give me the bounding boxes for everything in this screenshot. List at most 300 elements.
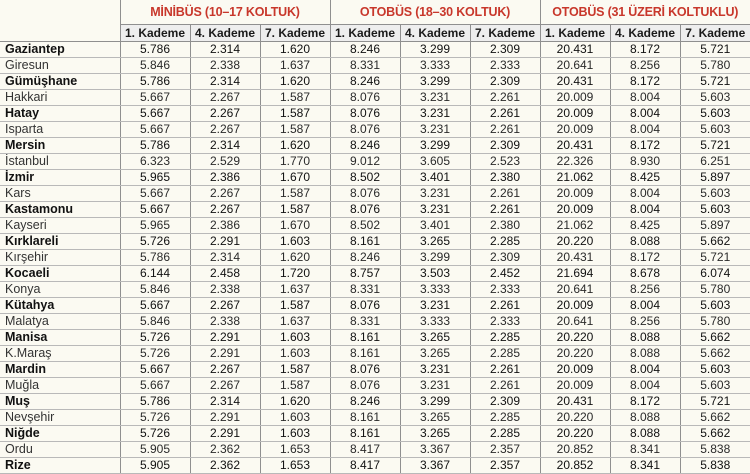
price-cell: 1.670 [260,218,330,234]
price-cell: 5.662 [680,330,750,346]
price-cell: 8.172 [610,42,680,58]
price-cell: 5.667 [120,378,190,394]
city-name: Mardin [0,362,120,378]
price-cell: 20.220 [540,330,610,346]
price-cell: 8.246 [330,74,400,90]
price-cell: 8.256 [610,282,680,298]
table-row [0,266,750,282]
table-row [0,298,750,314]
price-cell: 5.846 [120,282,190,298]
price-cell: 1.620 [260,74,330,90]
price-cell: 5.603 [680,122,750,138]
price-cell: 2.309 [470,42,540,58]
price-cell: 20.009 [540,186,610,202]
price-cell: 3.367 [400,458,470,474]
price-cell: 1.653 [260,442,330,458]
price-cell: 8.088 [610,234,680,250]
price-cell: 5.667 [120,298,190,314]
city-column-header [0,0,120,25]
price-cell: 20.431 [540,394,610,410]
price-cell: 5.726 [120,330,190,346]
price-cell: 20.220 [540,410,610,426]
price-cell: 20.431 [540,250,610,266]
price-cell: 3.231 [400,362,470,378]
price-cell: 8.088 [610,330,680,346]
price-cell: 1.603 [260,234,330,250]
price-cell: 8.331 [330,314,400,330]
price-cell: 5.780 [680,282,750,298]
city-name: Gümüşhane [0,74,120,90]
price-cell: 2.529 [190,154,260,170]
price-cell: 1.603 [260,410,330,426]
price-cell: 2.380 [470,170,540,186]
price-cell: 5.846 [120,314,190,330]
price-cell: 2.386 [190,170,260,186]
price-cell: 2.285 [470,426,540,442]
price-cell: 3.231 [400,202,470,218]
price-cell: 2.291 [190,426,260,442]
price-cell: 5.603 [680,90,750,106]
price-cell: 5.603 [680,106,750,122]
price-cell: 3.367 [400,442,470,458]
sub-header: 1. Kademe [540,25,610,42]
price-cell: 2.458 [190,266,260,282]
city-name: Mersin [0,138,120,154]
price-cell: 3.231 [400,298,470,314]
price-cell: 1.587 [260,186,330,202]
price-cell: 8.331 [330,58,400,74]
price-cell: 20.641 [540,282,610,298]
price-cell: 2.314 [190,42,260,58]
price-cell: 2.380 [470,218,540,234]
price-cell: 5.667 [120,362,190,378]
table-row [0,426,750,442]
table-row [0,410,750,426]
price-cell: 8.076 [330,90,400,106]
price-cell: 8.161 [330,234,400,250]
price-cell: 2.267 [190,202,260,218]
price-cell: 2.314 [190,394,260,410]
price-cell: 8.161 [330,410,400,426]
price-cell: 8.088 [610,346,680,362]
table-row [0,58,750,74]
sub-header: 4. Kademe [190,25,260,42]
price-cell: 2.261 [470,106,540,122]
price-cell: 8.004 [610,90,680,106]
price-cell: 5.897 [680,218,750,234]
price-cell: 5.846 [120,58,190,74]
price-cell: 5.838 [680,442,750,458]
city-name: Hakkari [0,90,120,106]
price-cell: 8.076 [330,122,400,138]
price-cell: 8.076 [330,362,400,378]
price-cell: 3.265 [400,410,470,426]
price-cell: 3.231 [400,106,470,122]
sub-header: 4. Kademe [400,25,470,42]
city-name: Malatya [0,314,120,330]
price-cell: 2.267 [190,106,260,122]
price-cell: 8.004 [610,122,680,138]
price-cell: 5.726 [120,426,190,442]
price-cell: 8.331 [330,282,400,298]
price-cell: 5.897 [680,170,750,186]
price-cell: 3.605 [400,154,470,170]
price-cell: 2.291 [190,330,260,346]
city-name: İzmir [0,170,120,186]
price-cell: 2.357 [470,458,540,474]
table-row [0,90,750,106]
sub-header: 4. Kademe [610,25,680,42]
price-cell: 5.603 [680,362,750,378]
price-cell: 1.587 [260,202,330,218]
price-cell: 20.431 [540,138,610,154]
price-cell: 8.341 [610,458,680,474]
price-cell: 20.641 [540,58,610,74]
price-cell: 20.009 [540,202,610,218]
price-cell: 1.587 [260,362,330,378]
table-body [0,42,750,474]
price-cell: 8.246 [330,250,400,266]
price-cell: 8.004 [610,186,680,202]
price-cell: 20.009 [540,122,610,138]
price-cell: 5.603 [680,202,750,218]
price-cell: 8.004 [610,378,680,394]
price-cell: 8.757 [330,266,400,282]
price-cell: 5.721 [680,394,750,410]
price-cell: 5.667 [120,122,190,138]
price-cell: 5.905 [120,442,190,458]
price-cell: 1.587 [260,378,330,394]
table-row [0,282,750,298]
price-cell: 2.452 [470,266,540,282]
table-row [0,106,750,122]
table-row [0,74,750,90]
price-cell: 8.076 [330,298,400,314]
group-header-bus-31-plus: OTOBÜS (31 ÜZERİ KOLTUKLU) [540,0,750,25]
price-cell: 2.338 [190,282,260,298]
price-cell: 6.074 [680,266,750,282]
price-cell: 2.285 [470,346,540,362]
price-cell: 3.231 [400,186,470,202]
table-row [0,138,750,154]
price-cell: 5.786 [120,250,190,266]
price-cell: 2.362 [190,458,260,474]
price-cell: 5.780 [680,314,750,330]
sub-header: 7. Kademe [470,25,540,42]
price-cell: 5.662 [680,346,750,362]
sub-header: 7. Kademe [260,25,330,42]
price-cell: 20.220 [540,234,610,250]
price-cell: 5.603 [680,298,750,314]
price-cell: 20.009 [540,106,610,122]
price-cell: 2.314 [190,250,260,266]
price-cell: 2.267 [190,298,260,314]
table-row [0,458,750,474]
table-row [0,314,750,330]
price-cell: 2.291 [190,410,260,426]
price-cell: 8.246 [330,42,400,58]
price-cell: 21.694 [540,266,610,282]
price-cell: 20.641 [540,314,610,330]
city-name: Kocaeli [0,266,120,282]
price-cell: 2.285 [470,330,540,346]
price-cell: 5.662 [680,410,750,426]
city-name: Muş [0,394,120,410]
price-cell: 3.299 [400,394,470,410]
price-cell: 5.726 [120,346,190,362]
city-name: Rize [0,458,120,474]
price-cell: 5.667 [120,186,190,202]
city-name: Niğde [0,426,120,442]
price-cell: 8.172 [610,138,680,154]
table-row [0,170,750,186]
price-cell: 3.503 [400,266,470,282]
price-cell: 5.667 [120,90,190,106]
price-cell: 8.930 [610,154,680,170]
price-cell: 8.161 [330,426,400,442]
price-cell: 8.172 [610,250,680,266]
price-cell: 8.076 [330,202,400,218]
table-row [0,346,750,362]
price-cell: 2.291 [190,234,260,250]
table-row [0,394,750,410]
price-cell: 1.770 [260,154,330,170]
price-cell: 8.678 [610,266,680,282]
price-cell: 5.965 [120,170,190,186]
price-cell: 1.620 [260,138,330,154]
price-cell: 5.721 [680,74,750,90]
price-cell: 5.721 [680,138,750,154]
table-row [0,234,750,250]
price-cell: 2.333 [470,314,540,330]
price-cell: 2.523 [470,154,540,170]
price-cell: 6.251 [680,154,750,170]
table-row [0,250,750,266]
price-cell: 8.088 [610,410,680,426]
price-cell: 8.076 [330,186,400,202]
price-cell: 5.786 [120,394,190,410]
price-cell: 1.637 [260,314,330,330]
table-row [0,442,750,458]
price-cell: 1.587 [260,90,330,106]
price-cell: 1.620 [260,42,330,58]
city-name: Ordu [0,442,120,458]
price-cell: 22.326 [540,154,610,170]
price-cell: 3.231 [400,378,470,394]
price-cell: 8.417 [330,442,400,458]
sub-header: 7. Kademe [680,25,750,42]
table-row [0,202,750,218]
table-row [0,330,750,346]
price-cell: 20.009 [540,298,610,314]
price-cell: 1.637 [260,58,330,74]
city-name: Kayseri [0,218,120,234]
price-cell: 5.726 [120,410,190,426]
price-cell: 3.265 [400,346,470,362]
price-cell: 2.267 [190,362,260,378]
table-row [0,378,750,394]
price-cell: 3.265 [400,330,470,346]
city-name: Konya [0,282,120,298]
price-cell: 1.603 [260,426,330,442]
price-cell: 2.285 [470,234,540,250]
group-header-bus-18-30: OTOBÜS (18–30 KOLTUK) [330,0,540,25]
price-cell: 20.220 [540,346,610,362]
price-cell: 5.721 [680,250,750,266]
price-cell: 8.246 [330,138,400,154]
price-cell: 8.341 [610,442,680,458]
price-cell: 5.965 [120,218,190,234]
table-row [0,154,750,170]
price-cell: 1.587 [260,106,330,122]
city-name: Kastamonu [0,202,120,218]
price-cell: 9.012 [330,154,400,170]
price-cell: 3.299 [400,138,470,154]
price-cell: 20.852 [540,458,610,474]
price-cell: 2.261 [470,186,540,202]
price-cell: 8.425 [610,170,680,186]
price-cell: 2.261 [470,90,540,106]
price-cell: 3.299 [400,42,470,58]
price-cell: 2.261 [470,202,540,218]
price-cell: 5.726 [120,234,190,250]
price-cell: 2.309 [470,74,540,90]
price-cell: 2.357 [470,442,540,458]
price-cell: 8.004 [610,106,680,122]
price-cell: 3.231 [400,90,470,106]
price-cell: 8.425 [610,218,680,234]
price-cell: 8.172 [610,74,680,90]
city-name: İstanbul [0,154,120,170]
price-cell: 3.401 [400,218,470,234]
city-name: Kırklareli [0,234,120,250]
city-name: Isparta [0,122,120,138]
price-cell: 5.786 [120,42,190,58]
price-cell: 2.309 [470,394,540,410]
city-name: Giresun [0,58,120,74]
price-cell: 2.267 [190,90,260,106]
price-cell: 3.299 [400,250,470,266]
price-cell: 2.362 [190,442,260,458]
price-cell: 1.620 [260,250,330,266]
group-header-minibus: MİNİBÜS (10–17 KOLTUK) [120,0,330,25]
price-cell: 2.309 [470,250,540,266]
price-cell: 8.256 [610,58,680,74]
table-row [0,42,750,58]
price-cell: 5.780 [680,58,750,74]
price-cell: 2.314 [190,138,260,154]
price-cell: 8.172 [610,394,680,410]
price-cell: 2.309 [470,138,540,154]
price-cell: 1.603 [260,346,330,362]
price-cell: 3.231 [400,122,470,138]
price-cell: 1.620 [260,394,330,410]
price-cell: 8.502 [330,218,400,234]
price-cell: 3.265 [400,234,470,250]
price-cell: 2.267 [190,186,260,202]
price-cell: 2.261 [470,122,540,138]
price-cell: 3.299 [400,74,470,90]
price-cell: 21.062 [540,218,610,234]
table-row [0,186,750,202]
price-cell: 3.265 [400,426,470,442]
price-cell: 2.333 [470,58,540,74]
price-cell: 20.431 [540,42,610,58]
price-cell: 20.431 [540,74,610,90]
price-cell: 20.852 [540,442,610,458]
city-name: Muğla [0,378,120,394]
price-cell: 8.246 [330,394,400,410]
table-row [0,362,750,378]
price-cell: 8.076 [330,106,400,122]
city-name: Kars [0,186,120,202]
price-cell: 8.004 [610,362,680,378]
price-cell: 5.905 [120,458,190,474]
price-cell: 8.161 [330,346,400,362]
price-cell: 2.261 [470,378,540,394]
price-cell: 20.009 [540,90,610,106]
price-cell: 2.338 [190,314,260,330]
price-cell: 3.333 [400,58,470,74]
price-cell: 20.220 [540,426,610,442]
price-cell: 2.261 [470,362,540,378]
price-cell: 5.662 [680,426,750,442]
price-cell: 2.267 [190,122,260,138]
price-cell: 2.314 [190,74,260,90]
price-cell: 2.291 [190,346,260,362]
price-cell: 8.256 [610,314,680,330]
price-cell: 2.285 [470,410,540,426]
price-cell: 2.338 [190,58,260,74]
city-subheader [0,25,120,42]
price-cell: 8.502 [330,170,400,186]
price-cell: 6.323 [120,154,190,170]
price-cell: 5.838 [680,458,750,474]
table-row [0,218,750,234]
sub-header: 1. Kademe [120,25,190,42]
group-header-row [0,0,750,25]
price-cell: 20.009 [540,378,610,394]
price-cell: 1.670 [260,170,330,186]
price-cell: 20.009 [540,362,610,378]
price-cell: 6.144 [120,266,190,282]
price-cell: 5.667 [120,202,190,218]
price-cell: 8.417 [330,458,400,474]
table-header [0,0,750,42]
price-cell: 5.786 [120,74,190,90]
price-cell: 3.333 [400,282,470,298]
price-cell: 2.333 [470,282,540,298]
price-cell: 5.667 [120,106,190,122]
price-cell: 3.333 [400,314,470,330]
price-cell: 3.401 [400,170,470,186]
price-cell: 5.786 [120,138,190,154]
price-cell: 21.062 [540,170,610,186]
price-cell: 8.076 [330,378,400,394]
price-cell: 5.721 [680,42,750,58]
price-cell: 1.587 [260,122,330,138]
price-cell: 1.637 [260,282,330,298]
price-cell: 2.261 [470,298,540,314]
sub-header-row [0,25,750,42]
price-cell: 1.603 [260,330,330,346]
price-cell: 8.004 [610,298,680,314]
city-name: Gaziantep [0,42,120,58]
city-name: Manisa [0,330,120,346]
city-name: K.Maraş [0,346,120,362]
price-cell: 8.161 [330,330,400,346]
city-name: Nevşehir [0,410,120,426]
